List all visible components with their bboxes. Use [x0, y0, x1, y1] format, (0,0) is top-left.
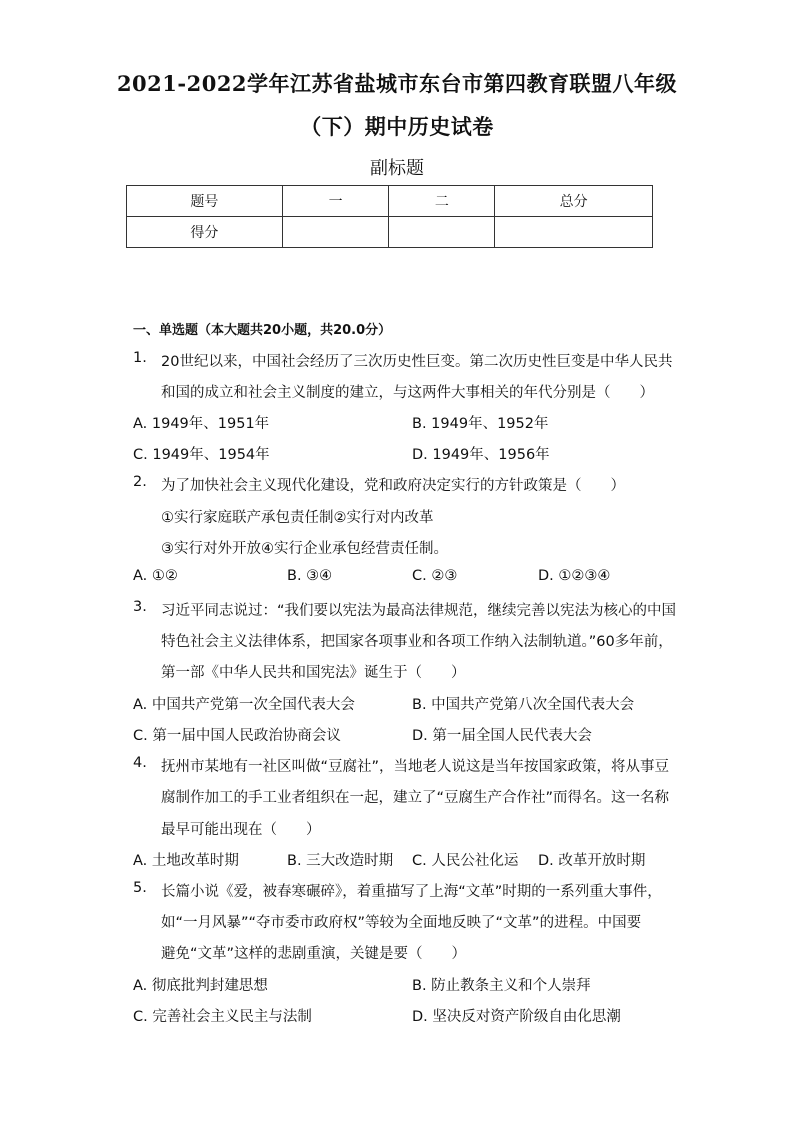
question-stem-line: 为了加快社会主义现代化建设，党和政府决定实行的方针政策是（ ） — [161, 478, 625, 494]
score-table-cell — [389, 217, 495, 248]
option-b: B. 中国共产党第八次全国代表大会 — [412, 697, 635, 713]
question-number: 4. — [133, 755, 147, 771]
option-a: A. 1949年、1951年 — [133, 416, 270, 432]
score-table — [126, 185, 653, 248]
option-a: A. 中国共产党第一次全国代表大会 — [133, 697, 355, 713]
option-b: B. 防止教条主义和个人崇拜 — [412, 978, 591, 994]
question-number: 3. — [133, 599, 147, 615]
score-table-header-cell: 二 — [389, 186, 495, 217]
question-number: 5. — [133, 880, 147, 896]
option-c: C. ②③ — [412, 568, 458, 584]
option-d: D. 1949年、1956年 — [412, 447, 550, 463]
question-stem-line: 第一部《中华人民共和国宪法》诞生于（ ） — [161, 665, 466, 681]
question-stem-line: 20世纪以来，中国社会经历了三次历史性巨变。第二次历史性巨变是中华人民共 — [161, 354, 673, 370]
question-stem-line: 最早可能出现在（ ） — [161, 822, 321, 838]
score-table-row — [127, 217, 653, 248]
option-d: D. ①②③④ — [538, 568, 611, 584]
question-stem-line: 腐制作加工的手工业者组织在一起，建立了“豆腐生产合作社”而得名。这一名称 — [161, 790, 670, 806]
exam-subtitle: 副标题 — [370, 158, 424, 179]
section-heading: 一、单选题（本大题共20小题，共20.0分） — [133, 323, 392, 338]
question-number: 2. — [133, 474, 147, 490]
question-stem-line: ③实行对外开放④实行企业承包经营责任制。 — [161, 541, 448, 557]
option-c: C. 第一届中国人民政治协商会议 — [133, 728, 341, 744]
score-table-header-row — [127, 186, 653, 217]
option-d: D. 第一届全国人民代表大会 — [412, 728, 592, 744]
exam-title-line1: 2021-2022学年江苏省盐城市东台市第四教育联盟八年级 — [116, 71, 678, 96]
option-a: A. 土地改革时期 — [133, 853, 239, 869]
score-table-header-cell: 一 — [282, 186, 389, 217]
question-stem-line: 长篇小说《爱，被春寒碾碎》，着重描写了上海“文革”时期的一系列重大事件， — [161, 884, 662, 900]
option-b: B. 三大改造时期 — [287, 853, 394, 869]
score-table-header-cell: 总分 — [495, 186, 653, 217]
question-stem-line: 抚州市某地有一社区叫做“豆腐社”，当地老人说这是当年按国家政策，将从事豆 — [161, 759, 670, 775]
score-table-header-cell: 题号 — [127, 186, 283, 217]
option-b: B. ③④ — [287, 568, 333, 584]
option-c: C. 人民公社化运 — [412, 853, 519, 869]
option-d: D. 改革开放时期 — [538, 853, 646, 869]
score-table-cell: 得分 — [127, 217, 283, 248]
question-stem-line: 如“一月风暴”“夺市委市政府权”等较为全面地反映了“文革”的进程。中国要 — [161, 915, 642, 931]
option-a: A. ①② — [133, 568, 178, 584]
option-a: A. 彻底批判封建思想 — [133, 978, 268, 994]
option-b: B. 1949年、1952年 — [412, 416, 549, 432]
score-table-cell — [282, 217, 389, 248]
question-stem-line: 避免“文革”这样的悲剧重演，关键是要（ ） — [161, 946, 467, 962]
option-d: D. 坚决反对资产阶级自由化思潮 — [412, 1009, 621, 1025]
question-stem-line: 和国的成立和社会主义制度的建立，与这两件大事相关的年代分别是（ ） — [161, 385, 654, 401]
option-c: C. 1949年、1954年 — [133, 447, 270, 463]
question-stem-line: ①实行家庭联产承包责任制②实行对内改革 — [161, 510, 434, 526]
score-table-cell — [495, 217, 653, 248]
option-c: C. 完善社会主义民主与法制 — [133, 1009, 312, 1025]
question-number: 1. — [133, 350, 147, 366]
question-stem-line: 特色社会主义法律体系，把国家各项事业和各项工作纳入法制轨道。”60多年前， — [161, 634, 673, 650]
question-stem-line: 习近平同志说过：“我们要以宪法为最高法律规范，继续完善以宪法为核心的中国 — [161, 603, 677, 619]
exam-title-line2: （下）期中历史试卷 — [300, 114, 494, 139]
